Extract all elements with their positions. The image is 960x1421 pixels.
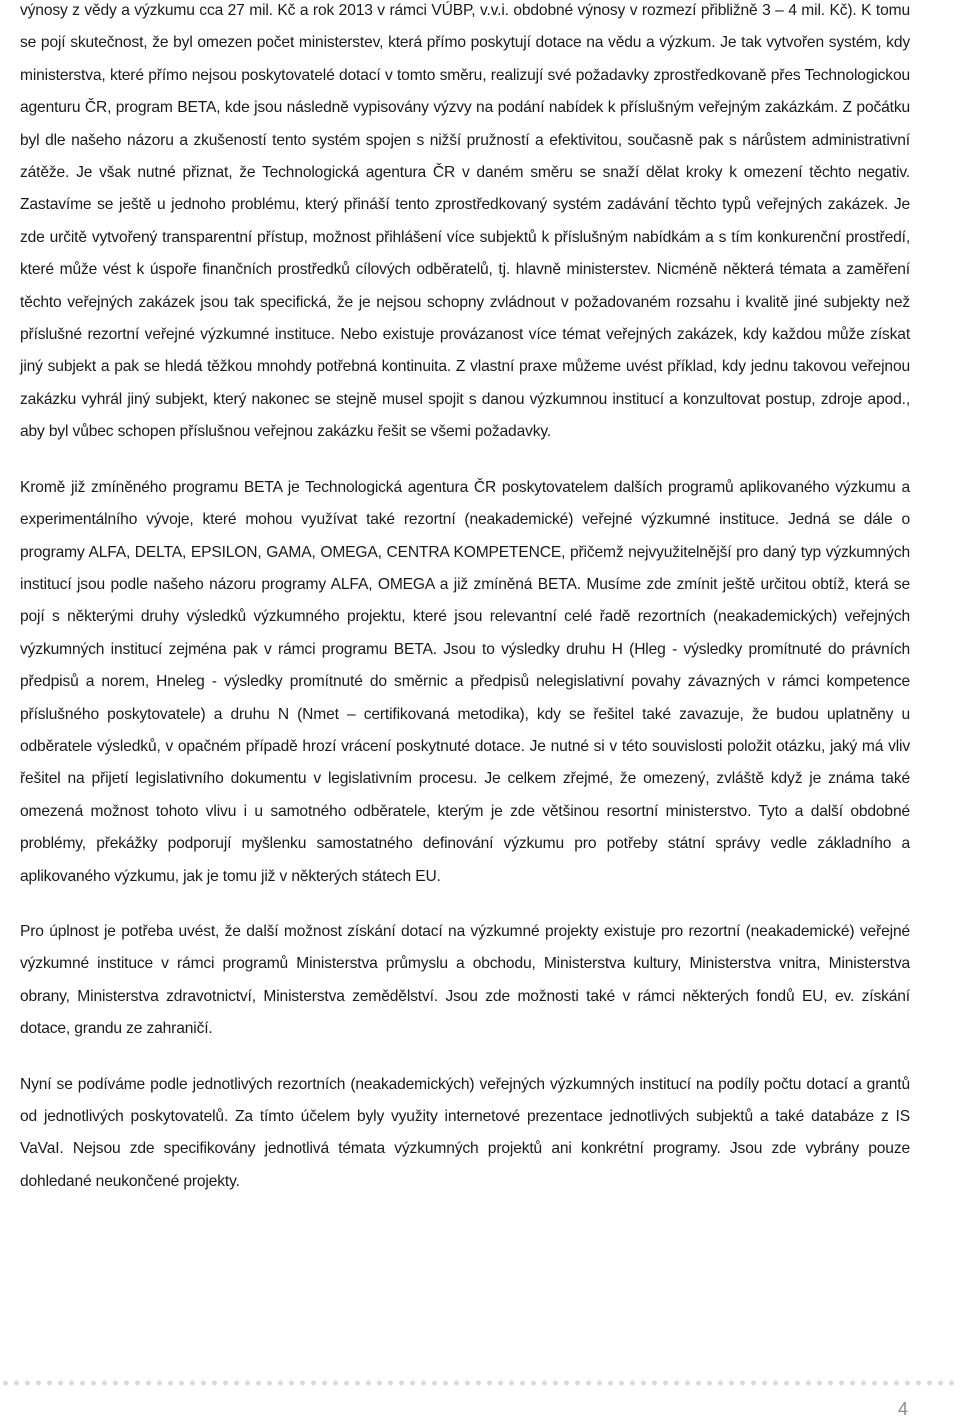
page-number: 4	[897, 1399, 908, 1419]
paragraph-4: Nyní se podíváme podle jednotlivých rezortních (neakademických) veřejných výzkumných institucí na podíly počtu dotací a grantů od jednotlivých poskytovatelů. Za tímto účelem byly využity internetové prezentace jednotlivých subjektů a také databáze z IS VaVaI. Nejsou zde specifikovány jednotlivá témata výzkumných projektů ani konkrétní programy. Jsou zde vybrány pouze dohledané neukončené projekty.	[20, 1075, 910, 1190]
document-body	[20, 0, 910, 1198]
paragraph-3: Pro úplnost je potřeba uvést, že další možnost získání dotací na výzkumné projekty existuje pro rezortní (neakademické) veřejné výzkumné instituce v rámci programů Ministerstva průmyslu a obchodu, Ministerstva kultury, Ministerstva vnitra, Ministerstva obrany, Ministerstva zdravotnictví, Ministerstva zemědělství. Jsou zde možnosti také v rámci některých fondů EU, ev. získání dotace, grandu ze zahraničí.	[20, 922, 910, 1038]
paragraph-2: Kromě již zmíněného programu BETA je Technologická agentura ČR poskytovatelem dalších programů aplikovaného výzkumu a experimentálního vývoje, které mohou využívat také rezortní (neakademické) veřejné výzkumné instituce. Jedná se dále o programy ALFA, DELTA, EPSILON, GAMA, OMEGA, CENTRA KOMPETENCE, přičemž nejvyužitelnější pro daný typ výzkumných institucí jsou podle našeho názoru programy ALFA, OMEGA a již zmíněná BETA. Musíme zde zmínit ještě určitou obtíž, která se pojí s některými druhy výsledků výzkumného projektu, které jsou relevantní celé řadě rezortních (neakademických) veřejných výzkumných institucí zejména pak v rámci programu BETA. Jsou to výsledky druhu H (Hleg - výsledky promítnuté do právních předpisů a norem, Hneleg - výsledky promítnuté do směrnic a předpisů nelegislativní povahy závazných v rámci kompetence příslušného poskytovatele) a druhu N (Nmet – certifikovaná metodika), kdy se řešitel také zavazuje, že budou uplatněny u odběratele výsledků, v opačném případě hrozí vrácení poskytnuté dotace. Je nutné si v této souvislosti položit otázku, jaký má vliv řešitel na přijetí legislativního dokumentu v legislativním procesu. Je celkem zřejmé, že omezený, zvláště když je známa také omezená možnost tohoto vlivu i u samotného odběratele, kterým je zde většinou resortní ministerstvo. Tyto a další obdobné problémy, překážky podporují myšlenku samostatného definování výzkumu pro potřeby státní správy vedle základního a aplikovaného výzkumu, jak je tomu již v některých státech EU.	[20, 478, 910, 885]
paragraph-1: výnosy z vědy a výzkumu cca 27 mil. Kč a rok 2013 v rámci VÚBP, v.v.i. obdobné výnosy v rozmezí přibližně 3 – 4 mil. Kč). K tomu se pojí skutečnost, že byl omezen počet ministerstev, která přímo poskytují dotace na vědu a výzkum. Je tak vytvořen systém, kdy ministerstva, které přímo nejsou poskytovatelé dotací v tomto směru, realizují své požadavky zprostředkovaně přes Technologickou agenturu ČR, program BETA, kde jsou následně vypisovány výzvy na podání nabídek k příslušným veřejným zakázkám. Z počátku byl dle našeho názoru a zkušeností tento systém spojen s nižší pružností a efektivitou, současně pak s nárůstem administrativní zátěže. Je však nutné přiznat, že Technologická agentura ČR v daném směru se snaží dělat kroky k omezení těchto negativ. Zastavíme se ještě u jednoho problému, který přináší tento zprostředkovaný systém zadávání těchto typů veřejných zakázek. Je zde určitě vytvořený transparentní přístup, možnost přihlášení více subjektů k příslušným nabídkám a s tím konkurenční prostředí, které může vést k úspoře finančních prostředků cílových odběratelů, tj. hlavně ministerstev. Nicméně některá témata a zaměření těchto veřejných zakázek jsou tak specifická, že je nejsou schopny zvládnout v požadovaném rozsahu i kvalitě jiné subjekty než příslušné rezortní veřejné výzkumné instituce. Nebo existuje provázanost více témat veřejných zakázek, kdy každou může získat jiný subjekt a pak se hledá těžkou mnohdy potřebná kontinuita. Z vlastní praxe můžeme uvést příklad, kdy jednu takovou veřejnou zakázku vyhrál jiný subjekt, který nakonec se stejně musel spojit s danou výzkumnou institucí a konzultovat postup, zdroje apod., aby byl vůbec schopen příslušnou veřejnou zakázku řešit se všemi požadavky.	[20, 2, 910, 441]
footer-dotted-divider	[0, 1378, 960, 1388]
